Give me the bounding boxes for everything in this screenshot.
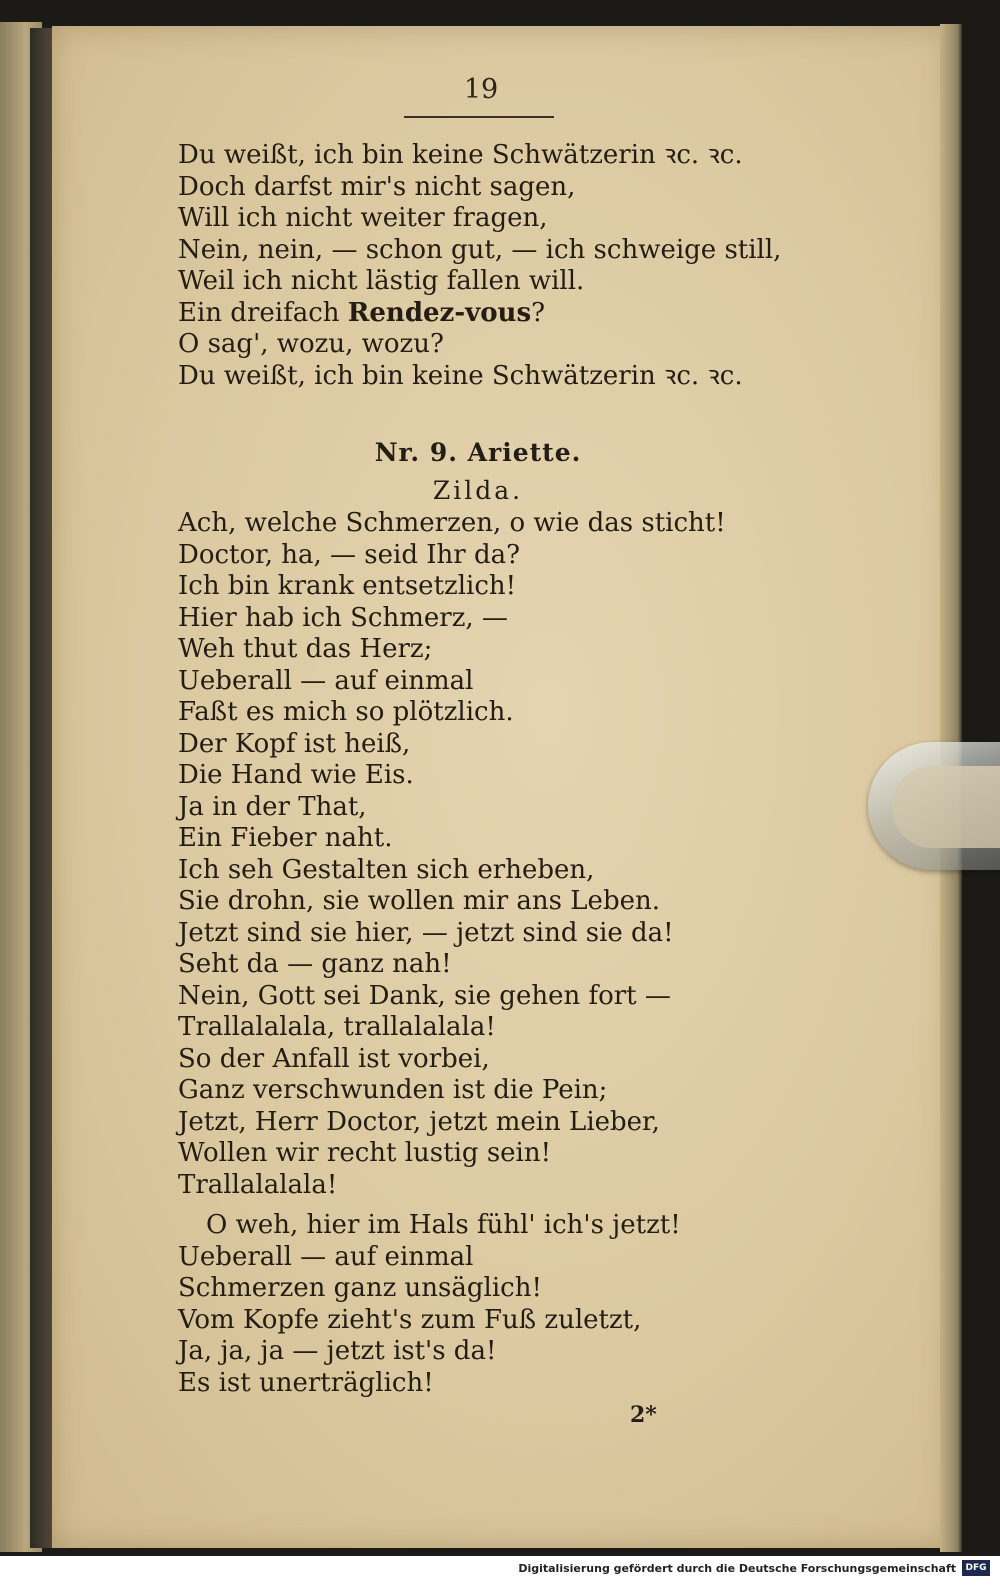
verse-line: Ich seh Gestalten sich erheben, — [178, 854, 595, 885]
verse-line: O sag', wozu, wozu? — [178, 329, 444, 359]
verse-line: Der Kopf ist heiß, — [178, 728, 411, 759]
verse-line: Ein Fieber naht. — [178, 823, 393, 853]
verse-line: Ach, welche Schmerzen, o wie das sticht! — [178, 508, 726, 538]
verse-line: Du weißt, ich bin keine Schwätzerin ꝛc. ꝛc. — [178, 360, 743, 391]
stanza-1 — [178, 140, 878, 392]
stanza-3 — [178, 1210, 878, 1399]
verse-line: Doctor, ha, — seid Ihr da? — [178, 539, 521, 570]
verse-line: Will ich nicht weiter fragen, — [178, 203, 548, 233]
stanza-2 — [178, 508, 878, 1201]
page-number: 19 — [463, 74, 499, 105]
verse-line: Ich bin krank entsetzlich! — [178, 571, 517, 601]
verse-line: Seht da — ganz nah! — [178, 949, 452, 979]
verse-line: Trallalalala, trallalalala! — [178, 1012, 496, 1042]
verse-line: Die Hand wie Eis. — [178, 760, 414, 790]
verse-line: Weil ich nicht lästig fallen will. — [178, 266, 585, 296]
verse-line: Trallalalala! — [178, 1169, 338, 1200]
verse-line: So der Anfall ist vorbei, — [178, 1043, 490, 1074]
verse-line: Sie drohn, sie wollen mir ans Leben. — [178, 886, 660, 916]
verse-text: Ein dreifach — [178, 297, 348, 328]
verse-line: Ganz verschwunden ist die Pein; — [178, 1075, 608, 1105]
page-clip-window — [892, 766, 1000, 848]
verse-line: Nein, Gott sei Dank, sie gehen fort — — [178, 980, 671, 1011]
verse-line: Hier hab ich Schmerz, — — [178, 602, 508, 633]
verse-line: Du weißt, ich bin keine Schwätzerin ꝛc. ꝛc. — [178, 140, 743, 170]
verse-line: Jetzt sind sie hier, — jetzt sind sie da! — [178, 917, 674, 948]
verse-line: Jetzt, Herr Doctor, jetzt mein Lieber, — [178, 1106, 660, 1137]
verse-line: O weh, hier im Hals fühl' ich's jetzt! — [206, 1210, 681, 1240]
verse-line: Wollen wir recht lustig sein! — [178, 1138, 552, 1168]
verse-line: Weh thut das Herz; — [178, 634, 433, 664]
verse-emphasis: Rendez-vous — [347, 297, 532, 328]
speaker-name: Zilda. — [432, 476, 524, 505]
verse-line: Ueberall — auf einmal — [178, 1241, 474, 1272]
verse-line: Ja in der That, — [178, 791, 367, 822]
verse-line — [178, 298, 878, 330]
verse-text: ? — [531, 297, 546, 328]
digitization-footer — [0, 1556, 1000, 1585]
verse-line: Ja, ja, ja — jetzt ist's da! — [178, 1336, 497, 1366]
signature-mark: 2* — [630, 1402, 657, 1428]
verse-line: Doch darfst mir's nicht sagen, — [178, 171, 576, 202]
dfg-logo-icon: DFG — [962, 1560, 990, 1576]
verse-line: Faßt es mich so plötzlich. — [178, 697, 514, 727]
verse-line: Vom Kopfe zieht's zum Fuß zuletzt, — [178, 1304, 642, 1335]
page-number-rule — [404, 116, 554, 118]
verse-line: Nein, nein, — schon gut, — ich schweige still, — [178, 234, 782, 265]
verse-line: Ueberall — auf einmal — [178, 665, 474, 696]
verse-line: Schmerzen ganz unsäglich! — [178, 1273, 542, 1303]
verse-line: Es ist unerträglich! — [178, 1367, 434, 1398]
section-heading: Nr. 9. Ariette. — [374, 438, 582, 467]
footer-credit: Digitalisierung gefördert durch die Deutsche Forschungsgemeinschaft — [518, 1562, 956, 1575]
